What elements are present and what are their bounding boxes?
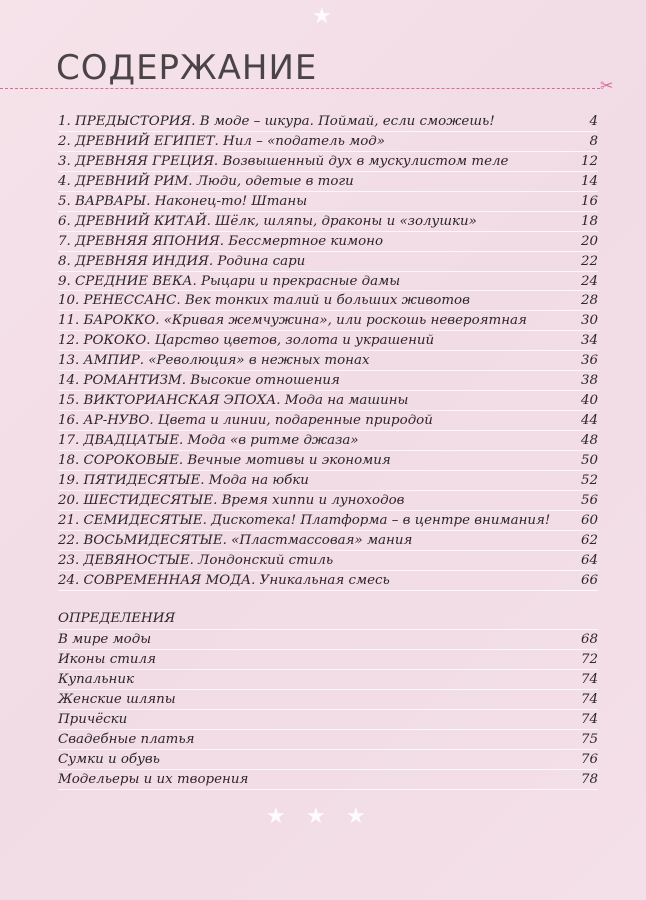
- entry-page-number: 38: [580, 373, 598, 389]
- entry-page-number: 74: [580, 711, 598, 727]
- entry-page-number: 74: [580, 691, 598, 707]
- toc-entry[interactable]: [58, 311, 598, 331]
- entry-page-number: 34: [580, 333, 598, 349]
- entry-title: 4. ДРЕВНИЙ РИМ. Люди, одетые в тоги: [58, 173, 354, 189]
- entry-page-number: 56: [580, 492, 598, 508]
- entry-title: 3. ДРЕВНЯЯ ГРЕЦИЯ. Возвышенный дух в мускулистом теле: [58, 153, 509, 169]
- entry-page-number: 18: [580, 213, 598, 229]
- entry-page-number: 78: [580, 771, 598, 787]
- entry-page-number: 28: [580, 293, 598, 309]
- entry-page-number: 48: [580, 433, 598, 448]
- entry-title: Женские шляпы: [58, 691, 176, 707]
- entry-page-number: 40: [580, 393, 598, 409]
- entry-title: 16. АР-НУВО. Цвета и линии, подаренные природой: [58, 413, 433, 429]
- toc-entry[interactable]: [58, 172, 598, 192]
- entry-title: 10. РЕНЕССАНС. Век тонких талий и больших животов: [58, 293, 470, 309]
- entry-page-number: 14: [580, 173, 598, 189]
- toc-entry[interactable]: [58, 491, 598, 511]
- toc-entry[interactable]: [58, 670, 598, 690]
- entry-page-number: 4: [589, 114, 598, 129]
- toc-entry[interactable]: [58, 471, 598, 491]
- entry-page-number: 75: [580, 731, 598, 747]
- entry-title: 23. ДЕВЯНОСТЫЕ. Лондонский стиль: [58, 552, 334, 568]
- entry-title: 24. СОВРЕМЕННАЯ МОДА. Уникальная смесь: [58, 572, 390, 588]
- entry-page-number: 8: [589, 133, 598, 149]
- toc-entry[interactable]: [58, 650, 598, 670]
- page-title: СОДЕРЖАНИЕ: [56, 48, 318, 88]
- entry-title: 6. ДРЕВНИЙ КИТАЙ. Шёлк, шляпы, драконы и «золушки»: [58, 213, 477, 229]
- entry-page-number: 30: [580, 313, 598, 329]
- entry-title: 15. ВИКТОРИАНСКАЯ ЭПОХА. Мода на машины: [58, 393, 409, 409]
- toc-entry[interactable]: [58, 291, 598, 311]
- toc-entry[interactable]: [58, 411, 598, 431]
- toc-entry[interactable]: [58, 690, 598, 710]
- entry-title: 7. ДРЕВНЯЯ ЯПОНИЯ. Бессмертное кимоно: [58, 233, 384, 249]
- star-icon: ★: [306, 804, 326, 829]
- entry-title: 5. ВАРВАРЫ. Наконец-то! Штаны: [58, 193, 308, 209]
- entry-title: 8. ДРЕВНЯЯ ИНДИЯ. Родина сари: [58, 253, 306, 269]
- toc-entry[interactable]: [58, 331, 598, 351]
- entry-page-number: 72: [580, 651, 598, 667]
- toc-entry[interactable]: [58, 112, 598, 132]
- entry-title: 21. СЕМИДЕСЯТЫЕ. Дискотека! Платформа – в центре внимания!: [58, 512, 551, 528]
- entry-title: 20. ШЕСТИДЕСЯТЫЕ. Время хиппи и луноходов: [58, 492, 405, 508]
- toc-entry[interactable]: [58, 132, 598, 152]
- entry-title: 1. ПРЕДЫСТОРИЯ. В моде – шкура. Поймай, если сможешь!: [58, 114, 495, 129]
- toc-entry[interactable]: [58, 431, 598, 451]
- chapter-list: [58, 112, 598, 591]
- entry-page-number: 60: [580, 512, 598, 528]
- entry-page-number: 20: [580, 233, 598, 249]
- star-icon: ★: [266, 804, 286, 829]
- dashed-divider: [0, 88, 600, 89]
- entry-title: 22. ВОСЬМИДЕСЯТЫЕ. «Пластмассовая» мания: [58, 532, 413, 548]
- entry-title: Модельеры и их творения: [58, 771, 249, 787]
- entry-title: 19. ПЯТИДЕСЯТЫЕ. Мода на юбки: [58, 472, 309, 488]
- entry-title: Свадебные платья: [58, 731, 195, 747]
- entry-page-number: 66: [580, 572, 598, 588]
- entry-page-number: 22: [580, 253, 598, 269]
- entry-title: 11. БАРОККО. «Кривая жемчужина», или роскошь невероятная: [58, 313, 527, 329]
- toc-entry[interactable]: [58, 192, 598, 212]
- toc-entry[interactable]: [58, 152, 598, 172]
- toc-entry[interactable]: [58, 531, 598, 551]
- entry-title: 12. РОКОКО. Царство цветов, золота и украшений: [58, 333, 435, 349]
- toc-entry[interactable]: [58, 212, 598, 232]
- toc-entry[interactable]: [58, 371, 598, 391]
- entry-title: Сумки и обувь: [58, 751, 160, 767]
- entry-title: 13. АМПИР. «Революция» в нежных тонах: [58, 353, 370, 369]
- definitions-list: [58, 609, 598, 790]
- entry-title: Причёски: [58, 711, 128, 727]
- section-heading: ОПРЕДЕЛЕНИЯ: [58, 609, 598, 630]
- entry-title: Иконы стиля: [58, 651, 156, 667]
- toc-entry[interactable]: [58, 451, 598, 471]
- toc-entry[interactable]: [58, 391, 598, 411]
- entry-page-number: 62: [580, 532, 598, 548]
- entry-page-number: 36: [580, 353, 598, 369]
- toc-entry[interactable]: [58, 770, 598, 790]
- star-icon: ★: [346, 804, 366, 829]
- entry-title: Купальник: [58, 671, 134, 687]
- entry-title: 9. СРЕДНИЕ ВЕКА. Рыцари и прекрасные дамы: [58, 273, 401, 289]
- entry-title: 2. ДРЕВНИЙ ЕГИПЕТ. Нил – «податель мод»: [58, 133, 385, 149]
- entry-title: 17. ДВАДЦАТЫЕ. Мода «в ритме джаза»: [58, 433, 359, 448]
- entry-title: 14. РОМАНТИЗМ. Высокие отношения: [58, 373, 340, 389]
- entry-page-number: 68: [580, 632, 598, 647]
- toc-entry[interactable]: [58, 551, 598, 571]
- entry-page-number: 52: [580, 472, 598, 488]
- toc-entry[interactable]: [58, 232, 598, 252]
- entry-page-number: 44: [580, 413, 598, 429]
- scissors-icon: ✂: [600, 76, 614, 95]
- entry-page-number: 24: [580, 273, 598, 289]
- entry-title: В мире моды: [58, 632, 152, 647]
- entry-page-number: 16: [580, 193, 598, 209]
- toc-entry[interactable]: [58, 630, 598, 650]
- entry-page-number: 50: [580, 452, 598, 468]
- entry-page-number: 74: [580, 671, 598, 687]
- toc-entry[interactable]: [58, 351, 598, 371]
- star-icon: ★: [312, 4, 332, 29]
- toc-entry[interactable]: [58, 511, 598, 531]
- toc-entry[interactable]: [58, 272, 598, 292]
- toc-entry[interactable]: [58, 252, 598, 272]
- entry-page-number: 64: [580, 552, 598, 568]
- toc-entry[interactable]: [58, 730, 598, 750]
- toc-entry[interactable]: [58, 571, 598, 591]
- toc-entry[interactable]: [58, 750, 598, 770]
- entry-title: 18. СОРОКОВЫЕ. Вечные мотивы и экономия: [58, 452, 391, 468]
- entry-page-number: 12: [580, 153, 598, 169]
- toc-entry[interactable]: [58, 710, 598, 730]
- entry-page-number: 76: [580, 751, 598, 767]
